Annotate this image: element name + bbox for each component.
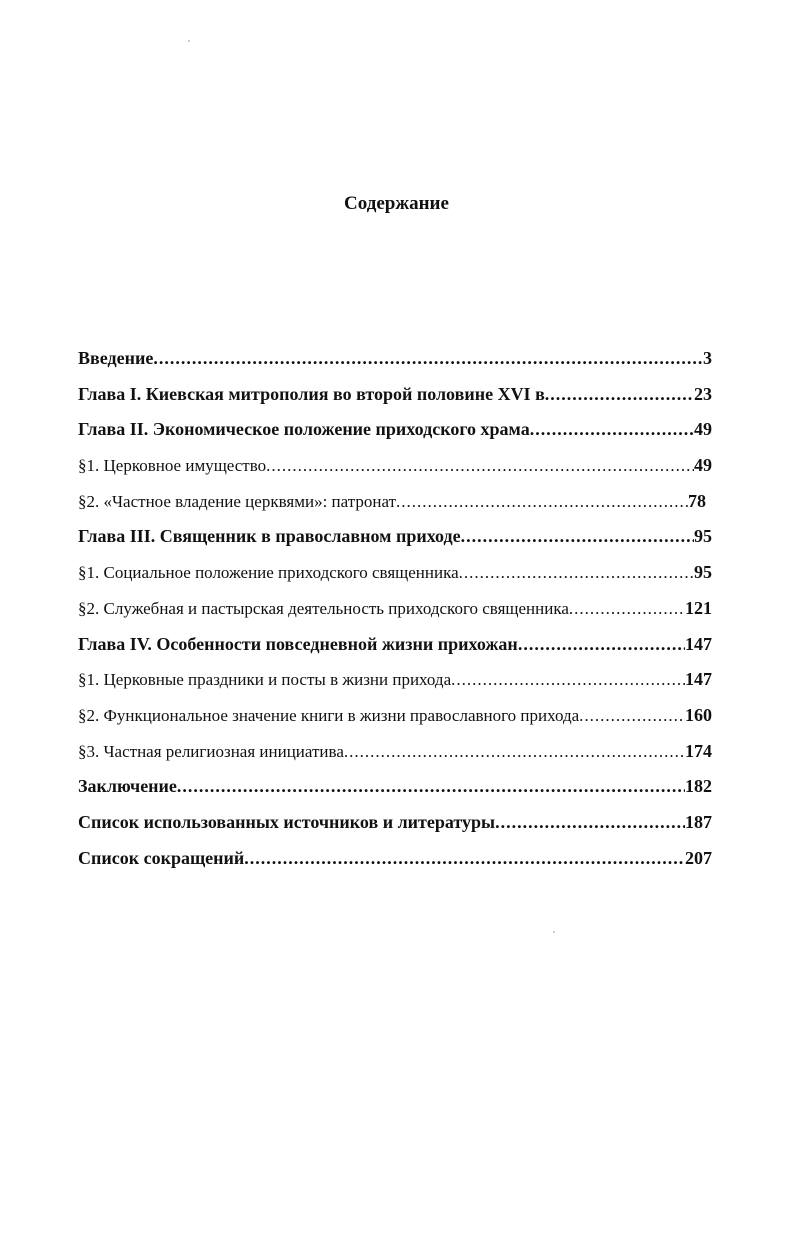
toc-entry-page: 147 <box>685 669 712 690</box>
toc-entry-title: Глава III. Священник в православном приходе <box>78 526 461 547</box>
toc-entry <box>78 560 712 596</box>
toc-entry-title: Глава I. Киевская митрополия во второй половине XVI в <box>78 383 545 404</box>
toc-entry <box>78 453 712 489</box>
toc-leader-dots <box>495 810 685 834</box>
toc-entry <box>78 667 712 703</box>
toc-entry <box>78 703 712 739</box>
toc-entry-title: Список сокращений <box>78 847 245 868</box>
toc-entry <box>78 596 712 632</box>
toc-entry-page: 3 <box>703 348 712 368</box>
toc-entry-page: 49 <box>694 419 712 440</box>
toc-entry <box>78 632 712 668</box>
toc-entry-title: Глава IV. Особенности повседневной жизни прихожан <box>78 633 518 654</box>
toc-entry-page: 187 <box>685 811 712 832</box>
toc-entry-page: 174 <box>685 740 712 761</box>
toc-leader-dots <box>579 704 685 728</box>
toc-leader-dots <box>451 668 685 692</box>
toc-leader-dots <box>153 346 703 370</box>
toc-entry <box>78 774 712 810</box>
toc-entry <box>78 489 712 525</box>
toc-entry-page: 160 <box>685 704 712 725</box>
toc-entry-page: 182 <box>685 776 712 797</box>
toc-entry-title: Список использованных источников и литературы <box>78 811 496 832</box>
page-title: Содержание <box>344 193 449 214</box>
toc-entry-title: Заключение <box>78 776 177 797</box>
toc-leader-dots <box>461 524 694 548</box>
toc-entry-page: 78 <box>688 490 706 511</box>
toc-entry-title: §1. Социальное положение приходского священника <box>78 563 459 583</box>
scan-speck <box>553 931 555 933</box>
toc-entry <box>78 739 712 775</box>
toc-leader-dots <box>177 774 685 798</box>
toc-entry-title: §2. «Частное владение церквями»: патронат <box>78 491 397 511</box>
toc-entry-title: §1. Церковное имущество <box>78 456 267 476</box>
toc-leader-dots <box>396 490 688 514</box>
toc-leader-dots <box>545 382 694 406</box>
toc-entry <box>78 382 712 418</box>
toc-entry-title: Глава II. Экономическое положение приходского храма <box>78 419 530 440</box>
table-of-contents <box>78 346 712 881</box>
toc-leader-dots <box>459 561 694 585</box>
toc-entry-page: 49 <box>694 455 712 476</box>
scan-speck <box>188 40 190 42</box>
toc-entry-page: 95 <box>694 526 712 547</box>
toc-entry-page: 121 <box>685 597 712 618</box>
toc-entry <box>78 346 712 382</box>
toc-entry <box>78 417 712 453</box>
toc-entry <box>78 846 712 882</box>
toc-leader-dots <box>530 417 694 441</box>
toc-entry <box>78 810 712 846</box>
toc-entry-title: §3. Частная религиозная инициатива <box>78 741 344 761</box>
toc-entry-page: 207 <box>685 847 712 868</box>
toc-leader-dots <box>244 846 685 870</box>
toc-leader-dots <box>344 740 685 764</box>
toc-entry-page: 23 <box>694 383 712 404</box>
toc-leader-dots <box>569 597 685 621</box>
toc-entry-page: 95 <box>694 562 712 583</box>
toc-entry-title: §2. Функциональное значение книги в жизни православного прихода <box>78 705 580 725</box>
toc-entry-title: §1. Церковные праздники и посты в жизни прихода <box>78 670 452 690</box>
toc-leader-dots <box>266 454 694 478</box>
toc-entry-title: Введение <box>78 348 154 368</box>
toc-entry-page: 147 <box>685 633 712 654</box>
toc-leader-dots <box>518 632 685 656</box>
toc-entry-title: §2. Служебная и пастырская деятельность приходского священника <box>78 598 569 618</box>
toc-entry <box>78 524 712 560</box>
